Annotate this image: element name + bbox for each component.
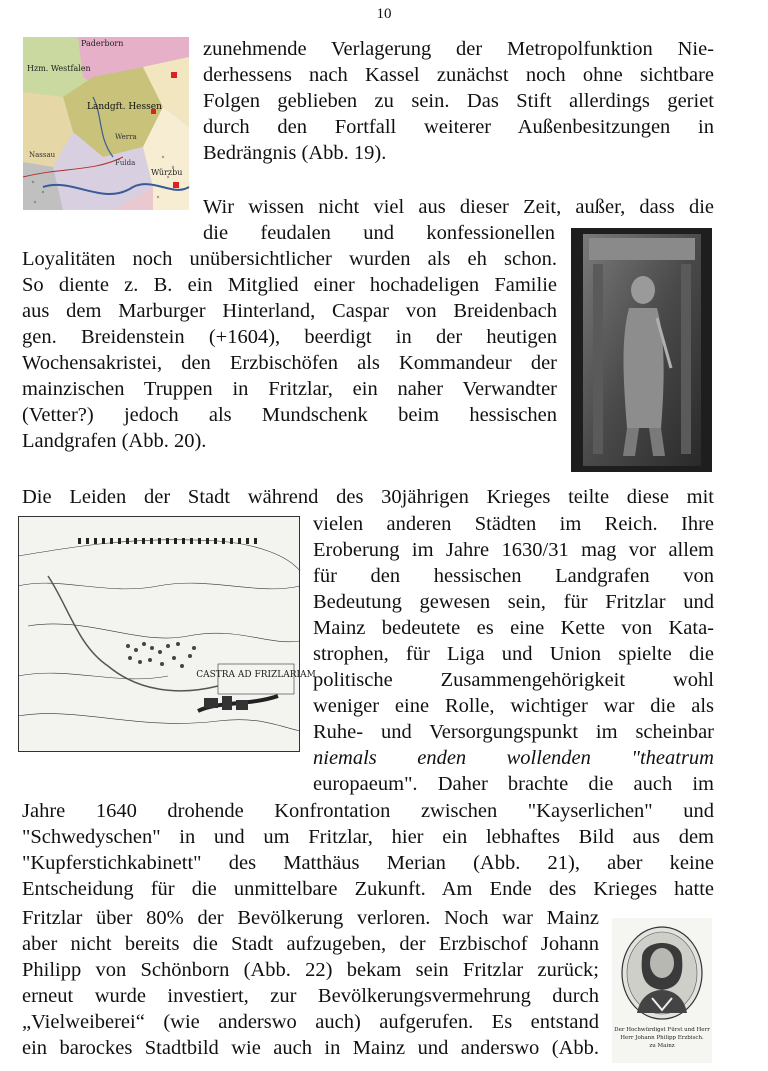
text-line: Ruhe- und Versorgungspunkt im scheinbar — [313, 721, 714, 743]
page-number: 10 — [376, 6, 392, 22]
text-line: erneut wurde investiert, zur Bevölkerungsvermehrung durch — [22, 985, 599, 1007]
text-line: politische Zusammengehörigkeit wohl — [313, 669, 714, 691]
portrait-engraving — [612, 918, 712, 1063]
text-line: aber nicht bereits die Stadt aufzugeben, der Erzbischof Johann — [22, 933, 599, 955]
map-label-westfalen: Hzm. Westfalen — [27, 64, 91, 73]
map-label-hessen: Landgft. Hessen — [87, 102, 162, 112]
text-line: aus dem Marburger Hinterland, Caspar von Breidenbach — [22, 300, 557, 322]
text-line: strophen, für Liga und Union spielte die — [313, 643, 714, 665]
text-line: die feudalen und konfessionellen — [203, 222, 555, 244]
text-line: Wir wissen nicht viel aus dieser Zeit, außer, dass die — [203, 196, 714, 218]
text-line: europaeum". Daher brachte die auch im — [313, 773, 714, 795]
text-line: Landgrafen (Abb. 20). — [22, 430, 207, 452]
text-line: mainzischen Truppen in Fritzlar, ein naher Verwandter — [22, 378, 557, 400]
text-line: „Vielweiberei“ (wie anderswo auch) aufgerufen. Es entstand — [22, 1011, 599, 1033]
text-line: Folgen geblieben zu sein. Das Stift allerdings geriet — [203, 90, 714, 112]
text-line: Eroberung im Jahre 1630/31 mag vor allem — [313, 539, 714, 561]
map-label-fulda: Fulda — [115, 159, 136, 167]
map-label-wurzburg: Würzbu — [151, 168, 183, 177]
portrait-caption-line-2: Herr Johann Philipp Erzbisch. — [620, 1035, 704, 1041]
text-line: "Kupferstichkabinett" des Matthäus Merian (Abb. 21), aber keine — [22, 852, 714, 874]
text-line: weniger eine Rolle, wichtiger war die als — [313, 695, 714, 717]
text-line: (Vetter?) jedoch als Mundschenk beim hessischen — [22, 404, 557, 426]
map-label-paderborn: Paderborn — [81, 39, 124, 48]
text-line: durch den Fortfall weiterer Außenbesitzungen in — [203, 116, 714, 138]
text-line: niemals enden wollenden "theatrum — [313, 747, 714, 769]
engraving-battle-map — [18, 516, 316, 752]
text-line: Bedeutung gewesen sein, für Fritzlar und — [313, 591, 714, 613]
historical-map-figure — [23, 37, 189, 210]
text-line: vielen anderen Städten im Reich. Ihre — [313, 513, 714, 535]
map-label-nassau: Nassau — [29, 151, 56, 159]
text-line: Die Leiden der Stadt während des 30jährigen Krieges teilte diese mit — [22, 486, 714, 508]
text-line: ein barockes Stadtbild wie auch in Mainz und anderswo (Abb. — [22, 1037, 599, 1059]
text-line: Mainz bedeutete es eine Kette von Kata- — [313, 617, 714, 639]
grave-relief-photo — [571, 228, 712, 472]
text-line: Entscheidung für die unmittelbare Zukunft. Am Ende des Krieges hatte — [22, 878, 714, 900]
text-line: für den hessischen Landgrafen von — [313, 565, 714, 587]
text-line: zunehmende Verlagerung der Metropolfunktion Nie- — [203, 38, 714, 60]
text-line: Wochensakristei, den Erzbischöfen als Kommandeur der — [22, 352, 557, 374]
text-line: Fritzlar über 80% der Bevölkerung verloren. Noch war Mainz — [22, 907, 599, 929]
text-line: Philipp von Schönborn (Abb. 22) bekam sein Fritzlar zurück; — [22, 959, 599, 981]
text-line: Jahre 1640 drohende Konfrontation zwischen "Kayserlichen" und — [22, 800, 714, 822]
text-line: Loyalitäten noch unübersichtlicher wurden als eh schon. — [22, 248, 557, 270]
text-line: gen. Breidenstein (+1604), beerdigt in der heutigen — [22, 326, 557, 348]
portrait-caption-line-1: Der Hochwürdigst Fürst und Herr — [614, 1027, 710, 1033]
portrait-caption-line-3: zu Mainz — [649, 1043, 675, 1049]
map-label-werra: Werra — [115, 133, 137, 141]
text-line: Bedrängnis (Abb. 19). — [203, 142, 387, 164]
text-line: derhessens nach Kassel zunächst noch ohne sichtbare — [203, 64, 714, 86]
text-line: So diente z. B. ein Mitglied einer hochadeligen Familie — [22, 274, 557, 296]
engraving-caption: CASTRA AD FRIZLARIAM — [196, 670, 316, 680]
text-line: "Schwedyschen" in und um Fritzlar, hier ein lebhaftes Bild aus dem — [22, 826, 714, 848]
